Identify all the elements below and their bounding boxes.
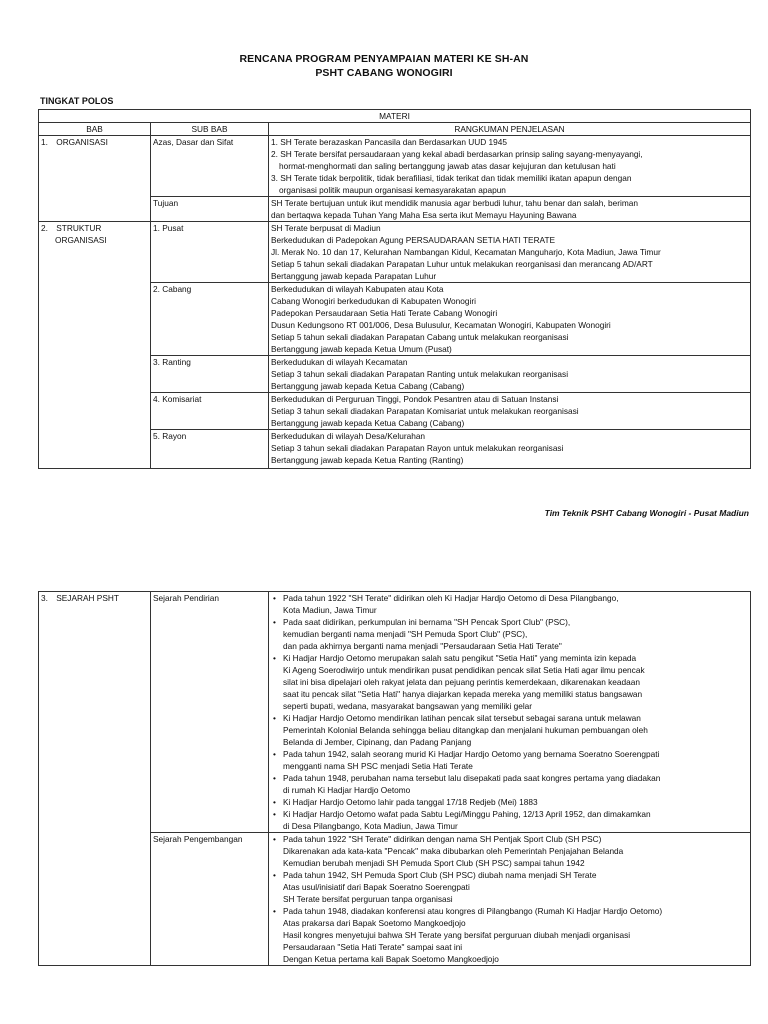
- bab-cell: [39, 592, 151, 966]
- text-line: Setiap 5 tahun sekali diadakan Parapatan Luhur untuk melakukan reorganisasi dan merancang AD/ART: [271, 259, 653, 269]
- rangkuman-cell: [269, 592, 751, 833]
- rangkuman-cell: [269, 393, 751, 430]
- rangkuman-cell: [269, 197, 751, 222]
- bab-cell: [39, 222, 151, 469]
- text-line: SH Terate berpusat di Madiun: [271, 223, 381, 233]
- bab-number: 3.: [41, 593, 48, 603]
- text-line: Bertanggung jawab kepada Ketua Ranting (Ranting): [271, 455, 464, 465]
- text-line: Berkedudukan di wilayah Kecamatan: [271, 357, 408, 367]
- text-line: seperti bupati, wedana, masyarakat bangsawan yang memiliki gelar: [283, 701, 533, 711]
- text-line: kemudian berganti nama menjadi "SH Pemuda Sport Club" (PSC),: [283, 629, 528, 639]
- sub-bab-cell: 3. Ranting: [151, 356, 269, 393]
- materi-header: MATERI: [39, 110, 751, 123]
- bullet-line: • Ki Hadjar Hardjo Oetomo merupakan salah satu pengikut "Setia Hati" yang meminta izin kepada: [271, 652, 748, 664]
- text-line: silat ini bisa dipelajari oleh rakyat jelata dan pejuang perintis kemerdekaan, dikarenakan keadaan: [283, 677, 640, 687]
- rangkuman-cell: [269, 283, 751, 356]
- text-line: dan bertaqwa kepada Tuhan Yang Maha Esa serta ikut Memayu Hayuning Bawana: [271, 210, 577, 220]
- table-row: [39, 136, 751, 197]
- text-line: Bertanggung jawab kepada Ketua Cabang (Cabang): [271, 381, 465, 391]
- text-line: SH Terate bertujuan untuk ikut mendidik manusia agar berbudi luhur, tahu benar dan salah, beriman: [271, 198, 638, 208]
- bullet-line: • Pada tahun 1942, salah seorang murid Ki Hadjar Hardjo Oetomo yang bernama Soeratno Soerengpati: [271, 748, 748, 760]
- bullet-line: • Pada tahun 1942, SH Pemuda Sport Club (SH PSC) diubah nama menjadi SH Terate: [271, 869, 748, 881]
- text-line: 2. SH Terate bersifat persaudaraan yang kekal abadi berdasarkan prinsip saling sayang-menyayangi,: [271, 149, 643, 159]
- bullet-line: • Pada tahun 1948, diadakan konferensi atau kongres di Pilangbango (Rumah Ki Hadjar Hardjo Oetomo): [271, 905, 748, 917]
- text-line: Kemudian berubah menjadi SH Pemuda Sport Club (SH PSC) sampai tahun 1942: [283, 858, 585, 868]
- sub-bab-cell: 2. Cabang: [151, 283, 269, 356]
- bullet-line: • Pada tahun 1922 "SH Terate" didirikan dengan nama SH Pentjak Sport Club (SH PSC): [271, 833, 748, 845]
- rangkuman-header: RANGKUMAN PENJELASAN: [269, 123, 751, 136]
- table-row: [39, 592, 751, 833]
- text-line: Dengan Ketua pertama kali Bapak Soetomo Mangkoedjojo: [283, 954, 499, 964]
- text-line: Ki Ageng Soerodiwirjo untuk mendirikan pusat pendidikan pencak silat Setia Hati agar ilmu pencak: [283, 665, 645, 675]
- text-line: Berkedudukan di wilayah Desa/Kelurahan: [271, 431, 426, 441]
- bab-name: STRUKTUR: [56, 223, 102, 233]
- bab-number: 2.: [41, 223, 48, 233]
- bullet-line: • Ki Hadjar Hardjo Oetomo mendirikan latihan pencak silat tersebut sebagai sarana untuk melawan: [271, 712, 748, 724]
- text-line: saat itu pencak silat "Setia Hati" hanya diajarkan kepada mereka yang memiliki status bangsawan: [283, 689, 643, 699]
- sub-bab-header: SUB BAB: [151, 123, 269, 136]
- text-line: Bertanggung jawab kepada Parapatan Luhur: [271, 271, 437, 281]
- text-line: Setiap 3 tahun sekali diadakan Parapatan Komisariat untuk melakukan reorganisasi: [271, 406, 579, 416]
- text-line: organisasi politik maupun organisasi kemasyarakatan apapun: [279, 185, 506, 195]
- sub-bab-cell: 4. Komisariat: [151, 393, 269, 430]
- bullet-line: • Ki Hadjar Hardjo Oetomo lahir pada tanggal 17/18 Redjeb (Mei) 1883: [271, 796, 748, 808]
- text-line: Atas prakarsa dari Bapak Soetomo Mangkoedjojo: [283, 918, 466, 928]
- text-line: Padepokan Persaudaraan Setia Hati Terate Cabang Wonogiri: [271, 308, 498, 318]
- text-line: Dikarenakan ada kata-kata "Pencak" maka dibubarkan oleh Pemerintah Penjajahan Belanda: [283, 846, 624, 856]
- rangkuman-cell: [269, 136, 751, 197]
- sub-bab-cell: Sejarah Pengembangan: [151, 833, 269, 966]
- text-line: Persaudaraan "Setia Hati Terate" sampai saat ini: [283, 942, 463, 952]
- text-line: di rumah Ki Hadjar Hardjo Oetomo: [283, 785, 411, 795]
- text-line: dan pada akhirnya berganti nama menjadi "Persaudaraan Setia Hati Terate": [283, 641, 562, 651]
- text-line: Berkedudukan di Padepokan Agung PERSAUDARAAN SETIA HATI TERATE: [271, 235, 556, 245]
- text-line: Jl. Merak No. 10 dan 17, Kelurahan Nambangan Kidul, Kecamatan Manguharjo, Kota Madiun, Jawa Timur: [271, 247, 661, 257]
- table-subheader-row: [39, 123, 751, 136]
- table-row: [39, 222, 751, 283]
- text-line: Setiap 5 tahun sekali diadakan Parapatan Cabang untuk melakukan reorganisasi: [271, 332, 569, 342]
- text-line: mengganti nama SH PSC menjadi Setia Hati Terate: [283, 761, 473, 771]
- text-line: Cabang Wonogiri berkedudukan di Kabupaten Wonogiri: [271, 296, 476, 306]
- text-line: Dusun Kedungsono RT 001/006, Desa Bulusulur, Kecamatan Wonogiri, Kabupaten Wonogiri: [271, 320, 611, 330]
- bullet-line: • Pada tahun 1948, perubahan nama tersebut lalu disepakati pada saat kongres pertama yang diadakan: [271, 772, 748, 784]
- credit-text: Tim Teknik PSHT Cabang Wonogiri - Pusat Madiun: [544, 508, 749, 518]
- document-subtitle: PSHT CABANG WONOGIRI: [315, 67, 453, 79]
- sejarah-table: [38, 591, 751, 966]
- bab-cell: [39, 136, 151, 222]
- text-line: hormat-menghormati dan saling bertanggung jawab atas dasar kejujuran dan ketulusan hati: [279, 161, 616, 171]
- text-line: 3. SH Terate tidak berpolitik, tidak berafiliasi, tidak terikat dan tidak memiliki ikatan apapun dengan: [271, 173, 632, 183]
- text-line: Berkedudukan di wilayah Kabupaten atau Kota: [271, 284, 444, 294]
- text-line: Atas usul/inisiatif dari Bapak Soeratno Soerengpati: [283, 882, 470, 892]
- text-line: Setiap 3 tahun sekali diadakan Parapatan Rayon untuk melakukan reorganisasi: [271, 443, 564, 453]
- sub-bab-cell: 5. Rayon: [151, 430, 269, 469]
- rangkuman-cell: [269, 430, 751, 469]
- sub-bab-cell: Tujuan: [151, 197, 269, 222]
- bab-name-cont: ORGANISASI: [55, 235, 107, 245]
- text-line: di Desa Pilangbango, Kota Madiun, Jawa Timur: [283, 821, 458, 831]
- bullet-line: • Ki Hadjar Hardjo Oetomo wafat pada Sabtu Legi/Minggu Pahing, 12/13 April 1952, dan dimakamkan: [271, 808, 748, 820]
- bullet-line: • Pada tahun 1922 "SH Terate" didirikan oleh Ki Hadjar Hardjo Oetomo di Desa Pilangbango,: [271, 592, 748, 604]
- rangkuman-cell: [269, 222, 751, 283]
- text-line: Pemerintah Kolonial Belanda sehingga beliau ditangkap dan menjalani hukuman pembuangan oleh: [283, 725, 648, 735]
- text-line: 1. SH Terate berazaskan Pancasila dan Berdasarkan UUD 1945: [271, 137, 507, 147]
- sub-bab-cell: Azas, Dasar dan Sifat: [151, 136, 269, 197]
- document-title: RENCANA PROGRAM PENYAMPAIAN MATERI KE SH-AN: [239, 53, 529, 65]
- text-line: Kota Madiun, Jawa Timur: [283, 605, 377, 615]
- table-header-row: [39, 110, 751, 123]
- text-line: SH Terate bersifat perguruan tanpa organisasi: [283, 894, 453, 904]
- bab-header: BAB: [39, 123, 151, 136]
- bab-name: ORGANISASI: [56, 137, 108, 147]
- materi-table: [38, 109, 751, 469]
- text-line: Bertanggung jawab kepada Ketua Cabang (Cabang): [271, 418, 465, 428]
- text-line: Belanda di Jember, Cipinang, dan Padang Panjang: [283, 737, 472, 747]
- bullet-line: • Pada saat didirikan, perkumpulan ini bernama "SH Pencak Sport Club" (PSC),: [271, 616, 748, 628]
- text-line: Berkedudukan di Perguruan Tinggi, Pondok Pesantren atau di Satuan Instansi: [271, 394, 559, 404]
- level-label: TINGKAT POLOS: [40, 96, 114, 106]
- bab-number: 1.: [41, 137, 48, 147]
- text-line: Setiap 3 tahun sekali diadakan Parapatan Ranting untuk melakukan reorganisasi: [271, 369, 569, 379]
- rangkuman-cell: [269, 833, 751, 966]
- text-line: Hasil kongres menyetujui bahwa SH Terate yang bersifat perguruan diubah menjadi organisasi: [283, 930, 631, 940]
- sub-bab-cell: Sejarah Pendirian: [151, 592, 269, 833]
- bab-name: SEJARAH PSHT: [56, 593, 119, 603]
- rangkuman-cell: [269, 356, 751, 393]
- sub-bab-cell: 1. Pusat: [151, 222, 269, 283]
- text-line: Bertanggung jawab kepada Ketua Umum (Pusat): [271, 344, 452, 354]
